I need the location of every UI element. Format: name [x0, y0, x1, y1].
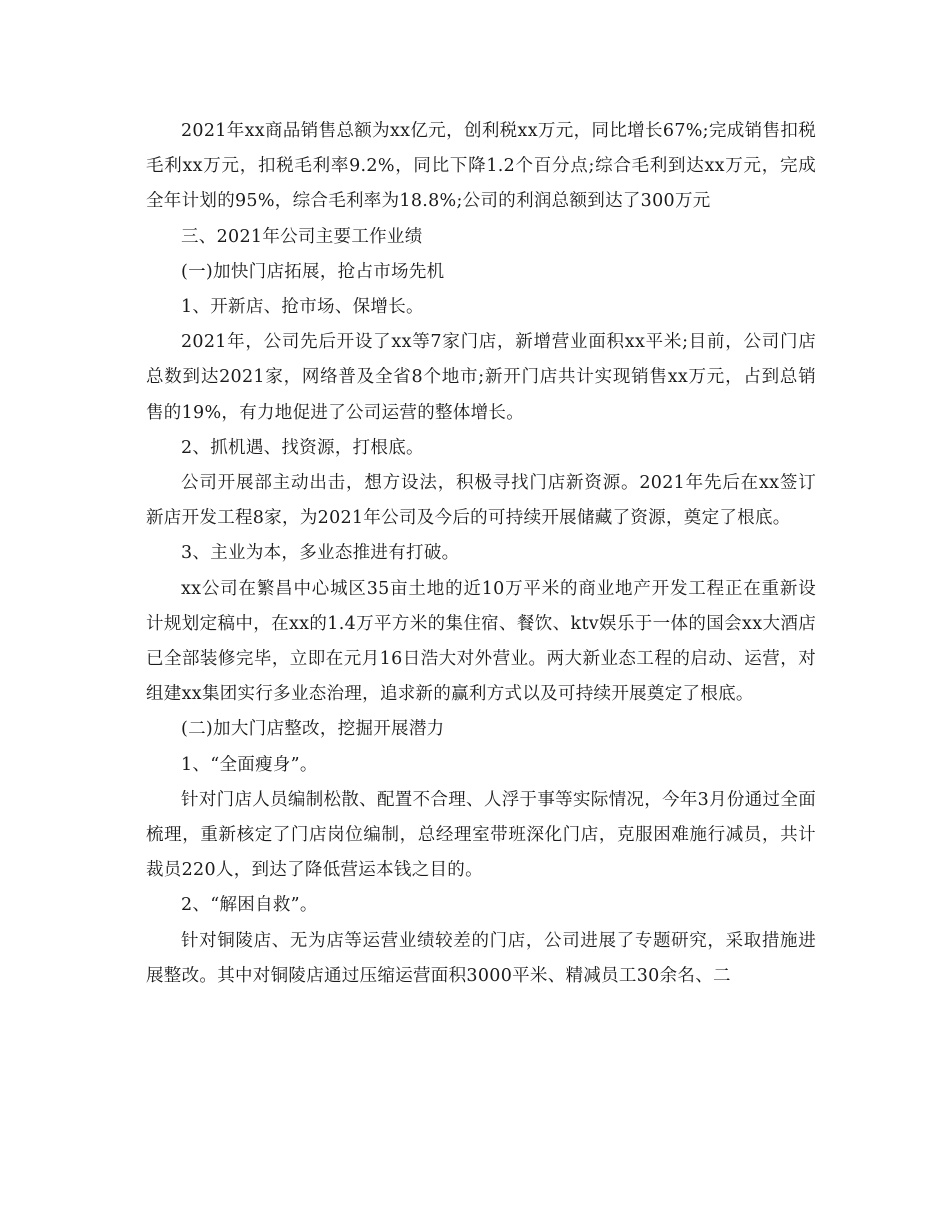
item-heading-new-stores: 1、开新店、抢市场、保增长。 — [181, 297, 424, 318]
item-heading-resources: 2、抓机遇、找资源，打根底。 — [181, 437, 424, 458]
document-body — [146, 114, 816, 994]
subheading-store-rectification: (二)加大门店整改，挖掘开展潜力 — [181, 719, 445, 740]
section-heading-main-achievements: 三、2021年公司主要工作业绩 — [181, 226, 423, 247]
paragraph-resources: 公司开展部主动出击，想方设法，积极寻找门店新资源。2021年先后在xx签订新店开发工程8家，为2021年公司及今后的可持续开展储藏了资源，奠定了根底。 — [146, 473, 816, 529]
item-heading-self-rescue: 2、“解困自救”。 — [181, 895, 318, 916]
paragraph-new-stores: 2021年，公司先后开设了xx等7家门店，新增营业面积xx平米;目前，公司门店总数到达2021家，网络普及全省8个地市;新开门店共计实现销售xx万元，占到总销售的19%，有力地促进了公司运营的整体增长。 — [146, 332, 816, 423]
item-heading-slimming: 1、“全面瘦身”。 — [181, 754, 318, 775]
paragraph-self-rescue: 针对铜陵店、无为店等运营业绩较差的门店，公司进展了专题研究，采取措施进展整改。其中对铜陵店通过压缩运营面积3000平米、精减员工30余名、二 — [146, 930, 816, 986]
subheading-store-expansion: (一)加快门店拓展，抢占市场先机 — [181, 261, 445, 282]
paragraph-sales-summary: 2021年xx商品销售总额为xx亿元，创利税xx万元，同比增长67%;完成销售扣税毛利xx万元，扣税毛利率9.2%，同比下降1.2个百分点;综合毛利到达xx万元，完成全年计划的95%，综合毛利率为18.8%;公司的利润总额到达了300万元 — [146, 121, 816, 212]
paragraph-slimming: 针对门店人员编制松散、配置不合理、人浮于事等实际情况，今年3月份通过全面梳理，重新核定了门店岗位编制，总经理室带班深化门店，克服困难施行减员，共计裁员220人，到达了降低营运本钱之目的。 — [146, 789, 816, 881]
item-heading-multi-format: 3、主业为本，多业态推进有打破。 — [181, 543, 460, 564]
paragraph-multi-format: xx公司在繁昌中心城区35亩土地的近10万平米的商业地产开发工程正在重新设计规划定稿中，在xx的1.4万平方米的集住宿、餐饮、ktv娱乐于一体的国会xx大酒店已全部装修完毕，立即在元月16日浩大对外营业。两大新业态工程的启动、运营，对组建xx集团实行多业态治理，追求新的赢利方式以及可持续开展奠定了根底。 — [146, 578, 816, 705]
